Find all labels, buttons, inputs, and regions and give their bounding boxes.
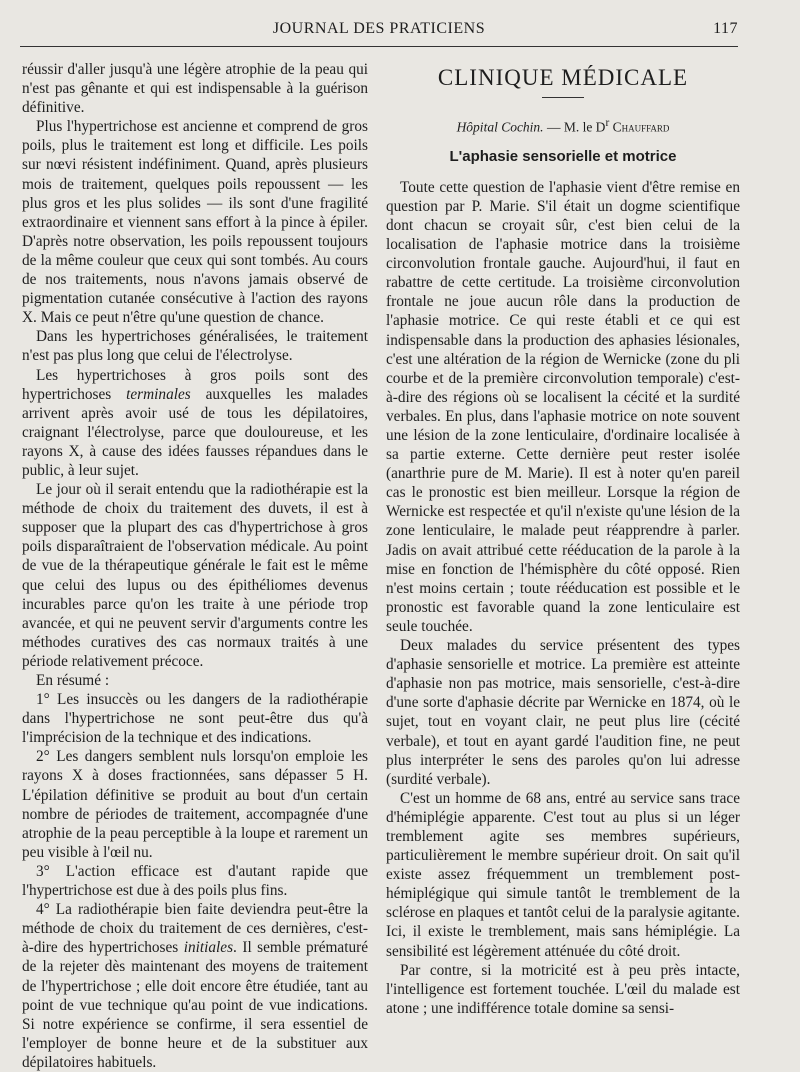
page-number: 117	[713, 20, 738, 37]
section-rule	[542, 97, 584, 98]
running-head	[20, 18, 738, 42]
byline-author: Chauffard	[609, 119, 670, 135]
text-run: Les hypertrichoses à gros poils sont des hypertrichoses	[22, 366, 368, 403]
text-run: . Il semble prématuré de la rejeter dès maintenant des moyens de traitement de l'hypertrichose ; elle doit encore être étudiée, tant au point de vue technique qu'au point de vue indications. Si notre expérience se confirme, il sera essentiel de l'employer de bonne heure et de la substituer aux dépilatoires habituels.	[22, 939, 368, 1071]
paragraph: En résumé :	[36, 672, 110, 689]
paragraph: Plus l'hypertrichose est ancienne et comprend de gros poils, plus le traitement est long et difficile. Les poils sur nœvi résistent indéfiniment. Quand, après plusieurs mois de traitement, quelques poils repoussent — les plus gros et les plus solides — ils sont d'une fragilité extraordinaire et viennent sans effort à la pince à épiler. D'après notre observation, les poils repoussent toujours de la même couleur que ceux qui sont tombés. Au cours de nos traitements, nous n'avons jamais observé de pigmentation cutanée consécutive à l'action des rayons X. Mais ce peut n'être qu'une question de chance.	[22, 118, 368, 327]
paragraph: Par contre, si la motricité est à peu près intacte, l'intelligence est fortement touchée. L'œil du malade est atone ; une indifférence totale domine sa sensi-	[386, 961, 740, 1017]
summary-item-2: 2° Les dangers semblent nuls lorsqu'on emploie les rayons X à doses fractionnées, sans dépasser 5 H. L'épilation définitive se produit au bout d'un certain nombre de périodes de traitement, accompagnée d'une atrophie de la peau perceptible à la loupe et rarement un peu visible à l'œil nu.	[22, 748, 368, 861]
paragraph: réussir d'aller jusqu'à une légère atrophie de la peau qui n'est pas gênante et qui est indispensable à la guérison définitive.	[22, 61, 368, 117]
summary-item-3: 3° L'action efficace est d'autant rapide que l'hypertrichose est due à des poils plus fins.	[22, 862, 368, 900]
byline-hospital: Hôpital Cochin.	[456, 119, 544, 135]
section-title: CLINIQUE MÉDICALE	[437, 65, 689, 90]
byline-separator: — M. le D	[543, 119, 606, 135]
italic-term: initiales	[183, 939, 234, 957]
right-column	[386, 65, 740, 1018]
byline	[386, 114, 740, 137]
journal-title: JOURNAL DES PRATICIENS	[272, 20, 486, 37]
paragraph: C'est un homme de 68 ans, entré au service sans trace d'hémiplégie apparente. C'est tout au plus si un léger tremblement agite ses membres supérieurs, particulièrement le membre supérieur droit. On sait qu'il existe assez fréquemment un tremblement post-hémiplégique qui simule tantôt le tremblement de la sclérose en plaques et tantôt celui de la paralysie agitante. Ici, il existe le tremblement, mais sans hémiplégie. La sensibilité est légèrement atténuée du côté droit.	[386, 789, 740, 960]
header-rule	[20, 46, 738, 47]
left-column	[22, 60, 368, 1072]
article-title: L'aphasie sensorielle et motrice	[449, 147, 677, 165]
paragraph: Dans les hypertrichoses généralisées, le traitement n'est pas plus long que celui de l'électrolyse.	[22, 328, 368, 365]
paragraph: Deux malades du service présentent des types d'aphasie sensorielle et motrice. La première est atteinte d'aphasie non pas motrice, mais sensorielle, c'est-à-dire d'une sorte d'aphasie décrite par Wernicke en 1874, où le sujet, tout en voyant clair, ne peut plus lire (cécité verbale), et tout en ayant gardé l'audition fine, ne peut plus interpréter le sens des paroles qu'on lui adresse (surdité verbale).	[386, 637, 740, 788]
paragraph: Toute cette question de l'aphasie vient d'être remise en question par P. Marie. S'il était un dogme scientifique dont chacun se croyait sûr, c'est bien celui de la localisation de l'aphasie motrice dans la troisième circonvolution frontale gauche. Aujourd'hui, il faut en rabattre de cette certitude. La troisième circonvolution frontale ne joue aucun rôle dans la production de l'aphasie motrice. Ce qui reste établi et ce qui est indispensable dans la production des aphasies lésionales, c'est une altération de la région de Wernicke (zone du pli courbe et de la première circonvolution temporale) c'est-à-dire des régions où se localisent la cécité et la surdité verbales. En plus, dans l'aphasie motrice on note souvent une lésion de la zone lenticulaire, d'ordinaire localisée à sa partie externe. Cette dernière peut rester isolée (anarthrie pure de M. Marie). Il est à noter qu'en pareil cas le pronostic est bien meilleur. Lorsque la région de Wernicke est respectée et qu'il n'existe qu'une lésion de la zone lenticulaire, le malade peut réapprendre à parler. Jadis on avait attribué cette rééducation de la parole à la mise en fonction de l'hémisphère du côté opposé. Rien n'est moins certain ; toute rééducation est possible et le pronostic est favorable quand la zone lenticulaire est seule touchée.	[386, 178, 740, 635]
paragraph: Le jour où il serait entendu que la radiothérapie est la méthode de choix du traitement des duvets, il est à supposer que la plupart des cas d'hypertrichose à gros poils disparaîtraient de l'observation médicale. Au point de vue de la thérapeutique générale le fait est le même que celui des lupus ou des épithéliomes devenus incurables parce qu'on les traite à une période trop avancée, et qui ne peuvent servir d'arguments contre les méthodes curatives des cas normaux traités à une période relativement précoce.	[22, 481, 368, 670]
text-run: auxquelles les malades arrivent après avoir usé de tous les dépilatoires, craignant l'électrolyse, parce que douloureuse, et les rayons X, à cause des idées fausses répandues dans le public, à leur sujet.	[22, 385, 368, 479]
byline-superscript: r	[605, 117, 610, 130]
paragraph	[22, 366, 368, 481]
summary-item-4	[22, 900, 368, 1072]
summary-item-1: 1° Les insuccès ou les dangers de la radiothérapie dans l'hypertrichose ne sont peut-être dus qu'à l'imprécision de la technique et des indications.	[22, 691, 368, 747]
italic-term: terminales	[126, 385, 191, 403]
text-run: 4° La radiothérapie bien faite deviendra peut-être la méthode de choix du traitement de ces dernières, c'est-à-dire des hypertrichoses	[22, 901, 368, 957]
